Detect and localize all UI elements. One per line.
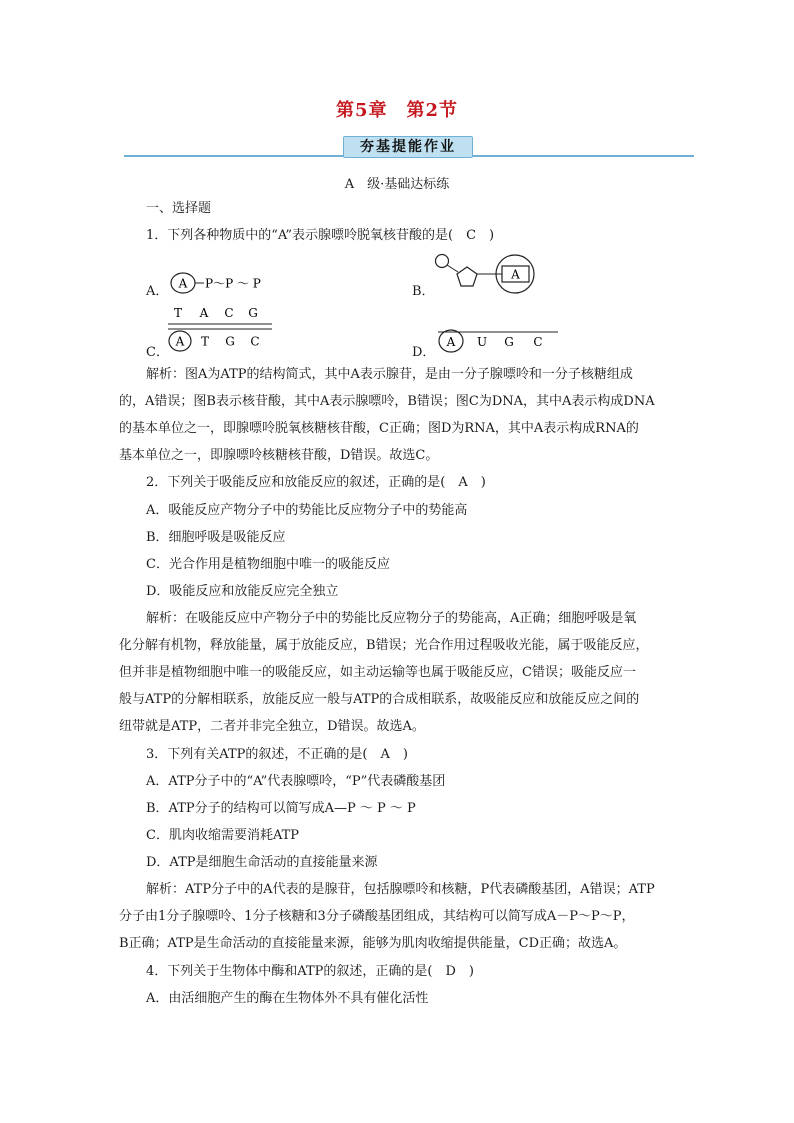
q1-analysis-line: 解析：图A为ATP的结构简式，其中A表示腺苷，是由一分子腺嘌呤和一分子核糖组成 bbox=[146, 367, 633, 382]
q1-analysis-line: 基本单位之一，即腺嘌呤核糖核苷酸，D错误。故选C。 bbox=[119, 448, 439, 463]
q3-analysis-line: 解析：ATP分子中的A代表的是腺苷，包括腺嘌呤和核糖，P代表磷酸基团，A错误；ATP bbox=[146, 882, 655, 897]
q2-option: C．光合作用是植物细胞中唯一的吸能反应 bbox=[146, 557, 390, 572]
q1-option-d-letter: D． bbox=[412, 345, 436, 360]
q1-option-a-figure bbox=[168, 268, 278, 298]
q1-option-c-letter: C． bbox=[146, 345, 169, 360]
q2-option: D．吸能反应和放能反应完全独立 bbox=[146, 584, 339, 599]
q2-analysis-line: 化分解有机物，释放能量，属于放能反应，B错误；光合作用过程吸收光能，属于吸能反应， bbox=[119, 638, 649, 653]
q2-option: A．吸能反应产物分子中的势能比反应物分子中的势能高 bbox=[146, 503, 468, 518]
rna-base-2: U bbox=[476, 335, 488, 349]
q1-option-a-formula: P～P ～ P bbox=[205, 276, 261, 291]
dna-bottom-base-4: C bbox=[250, 334, 260, 349]
q3-analysis-line: 分子由1分子腺嘌呤、1分子核糖和3分子磷酸基团组成，其结构可以简写成A－P～P～P， bbox=[119, 909, 635, 924]
q1-option-b-letter: B． bbox=[412, 284, 435, 299]
q2-analysis-line: 般与ATP的分解相联系，放能反应一般与ATP的合成相联系，故吸能反应和放能反应之间的 bbox=[119, 692, 640, 707]
section-heading: 一、选择题 bbox=[146, 201, 212, 216]
q2-analysis-line: 但并非是植物细胞中唯一的吸能反应，如主动运输等也属于吸能反应，C错误；吸能反应一 bbox=[119, 665, 636, 680]
dna-bottom-base-3: G bbox=[225, 334, 235, 349]
question-3-stem: 3．下列有关ATP的叙述，不正确的是( A ) bbox=[146, 747, 408, 762]
question-2-stem: 2．下列关于吸能反应和放能反应的叙述，正确的是( A ) bbox=[146, 475, 486, 490]
dna-bottom-base-1: A bbox=[175, 334, 185, 349]
pentose-pentagon-icon bbox=[457, 267, 477, 286]
level-label: A 级·基础达标练 bbox=[344, 177, 450, 192]
phosphate-circle-icon bbox=[436, 255, 449, 268]
q1-analysis-line: 的，A错误；图B表示核苷酸，其中A表示腺嘌呤，B错误；图C为DNA，其中A表示构成DNA bbox=[119, 394, 655, 409]
q4-option: A．由活细胞产生的酶在生物体外不具有催化活性 bbox=[146, 991, 429, 1006]
q2-analysis-line: 解析：在吸能反应中产物分子中的势能比反应物分子的势能高，A正确；细胞呼吸是氧 bbox=[146, 611, 637, 626]
q1-option-a-letter: A． bbox=[146, 284, 169, 299]
q3-option: D．ATP是细胞生命活动的直接能量来源 bbox=[146, 855, 378, 870]
question-1-stem: 1．下列各种物质中的“A”表示腺嘌呤脱氧核苷酸的是( C ) bbox=[146, 228, 495, 243]
q2-option: B．细胞呼吸是吸能反应 bbox=[146, 530, 286, 545]
q1-analysis-line: 的基本单位之一，即腺嘌呤脱氧核糖核苷酸，C正确；图D为RNA，其中A表示构成RNA的 bbox=[119, 421, 639, 436]
q3-analysis-line: B正确；ATP是生命活动的直接能量来源，能够为肌肉收缩提供能量，CD正确；故选A。 bbox=[119, 936, 627, 951]
bond-line bbox=[447, 265, 458, 272]
dna-top-base-4: G bbox=[248, 306, 258, 320]
rna-base-3: G bbox=[504, 335, 514, 349]
dna-bottom-base-2: T bbox=[200, 334, 210, 349]
banner-label: 夯基提能作业 bbox=[343, 136, 473, 158]
question-4-stem: 4．下列关于生物体中酶和ATP的叙述，正确的是( D ) bbox=[146, 964, 474, 979]
rna-base-4: C bbox=[533, 335, 543, 349]
q2-analysis-line: 纽带就是ATP，二者并非完全独立，D错误。故选A。 bbox=[119, 719, 425, 734]
chapter-title: 第5章 第2节 bbox=[335, 100, 459, 121]
q1-option-b-box-text: A bbox=[511, 267, 520, 282]
rna-base-1: A bbox=[446, 335, 456, 349]
q3-option: B．ATP分子的结构可以简写成A—P ～ P ～ P bbox=[146, 801, 416, 816]
q1-option-d-figure bbox=[434, 320, 562, 354]
dna-top-base-2: A bbox=[199, 306, 209, 320]
q1-option-c-figure bbox=[164, 304, 279, 356]
q1-option-b-figure bbox=[432, 250, 542, 298]
q3-option: A．ATP分子中的“A”代表腺嘌呤，“P”代表磷酸基团 bbox=[146, 774, 446, 789]
q3-option: C．肌肉收缩需要消耗ATP bbox=[146, 828, 300, 843]
dna-top-base-3: C bbox=[224, 306, 234, 320]
q1-option-a-circle-text: A bbox=[178, 276, 188, 291]
dna-top-base-1: T bbox=[173, 306, 183, 320]
